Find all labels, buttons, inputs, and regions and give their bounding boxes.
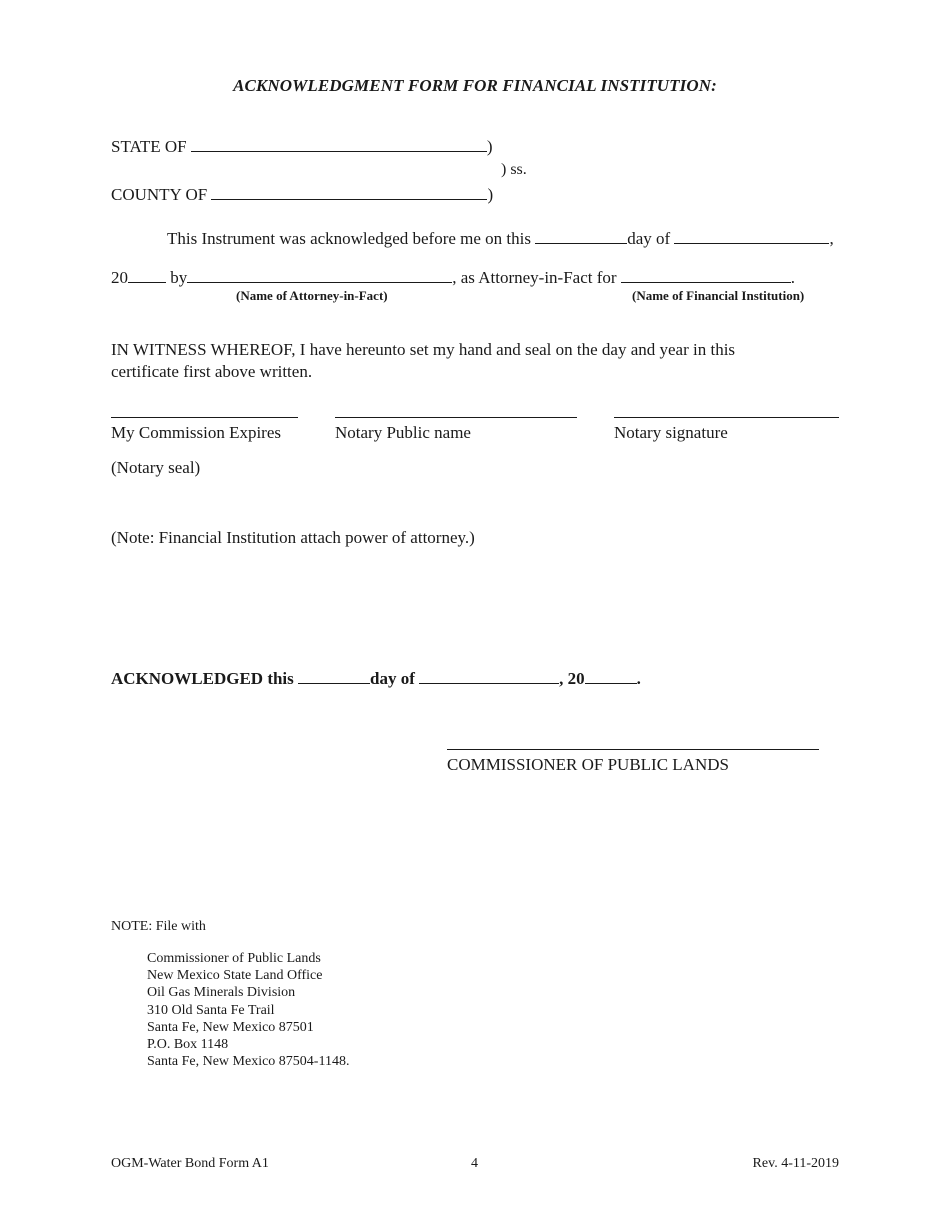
comma: ,	[829, 229, 834, 248]
address-line: New Mexico State Land Office	[147, 968, 323, 984]
acknowledged-line	[111, 668, 641, 689]
state-paren: )	[486, 137, 493, 156]
address-block	[147, 950, 349, 1070]
year-prefix: 20	[111, 268, 128, 287]
ack-year-blank[interactable]	[585, 668, 637, 684]
attach-note: (Note: Financial Institution attach power of attorney.)	[111, 528, 475, 547]
county-line	[111, 184, 493, 205]
institution-name-blank[interactable]	[621, 267, 791, 283]
address-line: P.O. Box 1148	[147, 1037, 229, 1053]
county-paren: )	[487, 185, 494, 204]
acknowledged-prefix: ACKNOWLEDGED this	[111, 669, 294, 688]
commissioner-label: COMMISSIONER OF PUBLIC LANDS	[447, 755, 729, 774]
notary-signature-label: Notary signature	[614, 423, 728, 442]
county-label: COUNTY OF	[111, 185, 208, 204]
attorney-line	[111, 267, 795, 288]
footer-revision: Rev. 4-11-2019	[752, 1156, 839, 1171]
address-line: Santa Fe, New Mexico 87504-1148.	[147, 1054, 350, 1070]
year-blank[interactable]	[128, 267, 166, 283]
attorney-caption: (Name of Attorney-in-Fact)	[236, 288, 388, 303]
form-title: ACKNOWLEDGMENT FORM FOR FINANCIAL INSTITUTION:	[233, 76, 717, 95]
footer-form-name: OGM-Water Bond Form A1	[111, 1156, 269, 1171]
notary-name-line[interactable]	[335, 417, 577, 418]
address-line: 310 Old Santa Fe Trail	[147, 1002, 275, 1018]
instrument-line	[167, 228, 834, 249]
by-label: by	[170, 268, 188, 287]
day-of-label: day of	[627, 229, 671, 248]
attorney-text: , as Attorney-in-Fact for	[452, 268, 617, 287]
ack-month-blank[interactable]	[419, 668, 559, 684]
county-blank[interactable]	[211, 184, 487, 200]
file-note-label: NOTE: File with	[111, 919, 206, 934]
address-line: Oil Gas Minerals Division	[147, 985, 296, 1001]
notary-seal-label: (Notary seal)	[111, 458, 201, 477]
witness-paragraph: IN WITNESS WHEREOF, I have hereunto set my hand and seal on the day and year in this certificate first above written.	[111, 340, 736, 381]
day-blank[interactable]	[535, 228, 627, 244]
instrument-text: This Instrument was acknowledged before me on this	[167, 229, 531, 248]
ack-period: .	[636, 669, 641, 688]
attorney-name-blank[interactable]	[187, 267, 452, 283]
ack-day-of: day of	[370, 669, 415, 688]
notary-signature-line[interactable]	[614, 417, 839, 418]
state-blank[interactable]	[191, 136, 487, 152]
state-label: STATE OF	[111, 137, 187, 156]
address-line: Commissioner of Public Lands	[147, 951, 321, 966]
address-line: Santa Fe, New Mexico 87501	[147, 1019, 314, 1035]
ss-label: ) ss.	[501, 161, 527, 178]
notary-name-label: Notary Public name	[335, 423, 471, 442]
commissioner-signature-line[interactable]	[447, 749, 819, 750]
period: .	[790, 268, 796, 287]
institution-caption: (Name of Financial Institution)	[632, 288, 805, 303]
commission-expires-line[interactable]	[111, 417, 298, 418]
commission-expires-label: My Commission Expires	[111, 423, 282, 442]
ack-day-blank[interactable]	[298, 668, 370, 684]
state-line	[111, 136, 493, 157]
month-blank[interactable]	[674, 228, 829, 244]
footer-page-number: 4	[471, 1156, 478, 1171]
ack-comma-year: , 20	[559, 669, 585, 688]
